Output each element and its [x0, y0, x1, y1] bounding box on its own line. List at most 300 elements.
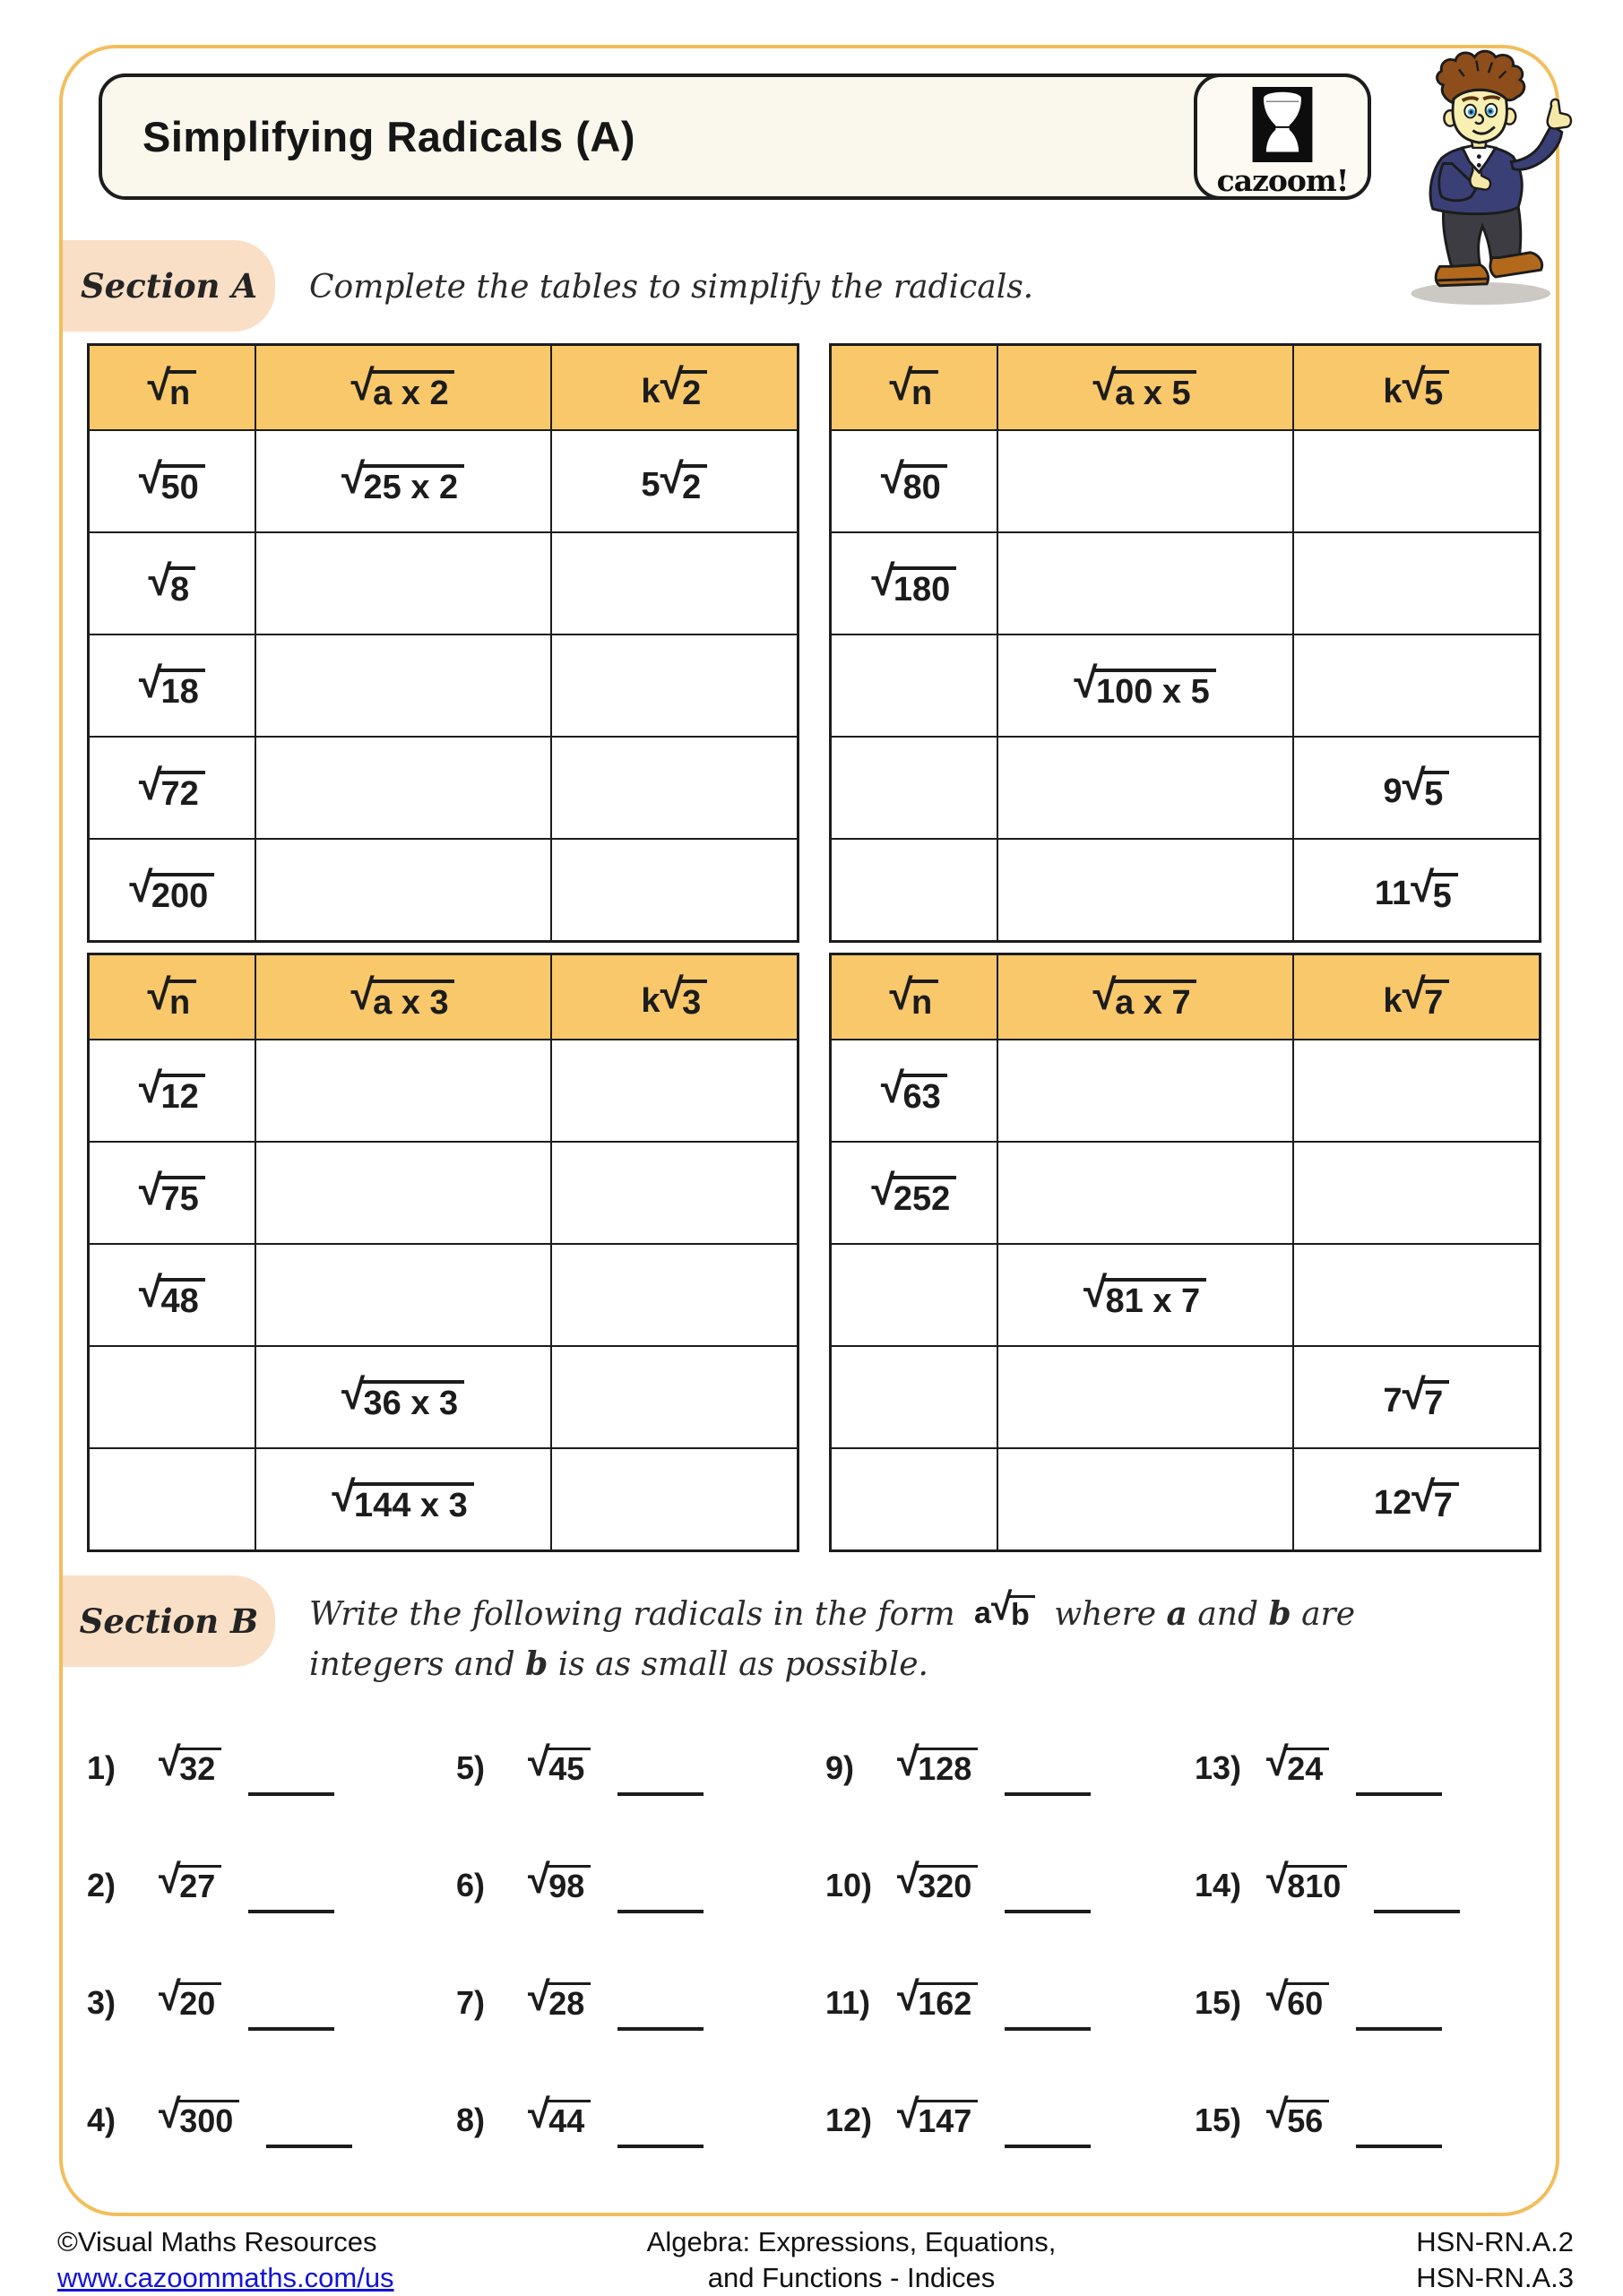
- radical-expression: [139, 662, 205, 709]
- problem-number: 8): [456, 2102, 486, 2138]
- radicand: 810: [1285, 1865, 1347, 1903]
- column-header: [997, 954, 1293, 1040]
- radical-expression: [148, 557, 195, 609]
- simplify-table: [87, 953, 799, 1552]
- empty-cell: [997, 1040, 1293, 1142]
- column-header: [1293, 345, 1541, 431]
- radical-expression: [159, 1855, 221, 1905]
- instruction-text: b: [1268, 1595, 1291, 1633]
- copyright-text: ©Visual Maths Resources: [57, 2226, 377, 2257]
- empty-cell: [997, 839, 1293, 942]
- empty-cell: [997, 1346, 1293, 1448]
- column-header: [255, 345, 551, 431]
- section-a-label-text: Section A: [80, 266, 258, 306]
- radical-expression: [1373, 1472, 1459, 1524]
- cazoom-website-link[interactable]: www.cazoommaths.com/us: [57, 2262, 394, 2293]
- radicals-table-root5: [829, 343, 1539, 943]
- section-a-instruction: Complete the tables to simplify the radicals.: [309, 269, 1034, 306]
- sqrt-sign-icon: √: [148, 557, 172, 605]
- radicand: 7: [1422, 980, 1449, 1020]
- table-cell: [255, 1346, 551, 1448]
- radicand: 5: [1422, 370, 1449, 410]
- empty-cell: [551, 737, 799, 839]
- table-cell: [89, 1142, 255, 1244]
- radicand: 20: [177, 1982, 221, 2020]
- radicand: 75: [159, 1176, 204, 1216]
- simplify-table: [87, 343, 799, 943]
- radical-expression: [350, 971, 455, 1023]
- radicand: 28: [547, 1982, 591, 2020]
- radicand: 144 x 3: [352, 1482, 474, 1523]
- problem-item: [456, 1854, 825, 1972]
- sqrt-sign-icon: √: [871, 557, 895, 605]
- radical-coefficient: 9: [1383, 773, 1403, 811]
- problem-item: [87, 1854, 456, 1972]
- sqrt-sign-icon: √: [1074, 660, 1098, 707]
- empty-cell: [997, 430, 1293, 532]
- problem-item: [1195, 1972, 1564, 2089]
- empty-cell: [831, 1448, 997, 1551]
- radicand: 81 x 7: [1103, 1278, 1206, 1318]
- sqrt-sign-icon: √: [897, 1972, 919, 2019]
- table-cell: [1293, 1346, 1541, 1448]
- radical-expression: [889, 971, 938, 1023]
- problem-item: [456, 1972, 825, 2089]
- section-b-instruction: [309, 1586, 1456, 1690]
- radicand: 18: [159, 669, 204, 709]
- sqrt-sign-icon: √: [138, 1065, 162, 1112]
- answer-blank: [248, 1854, 334, 1913]
- sqrt-sign-icon: √: [1402, 971, 1426, 1019]
- answer-blank: [617, 2089, 704, 2148]
- radical-expression: [641, 361, 707, 413]
- sqrt-sign-icon: √: [1083, 1269, 1108, 1316]
- radicand: a x 5: [1113, 370, 1197, 410]
- radical-expression: [889, 361, 938, 413]
- instruction-text: where: [1043, 1596, 1167, 1633]
- sqrt-sign-icon: √: [1266, 1738, 1289, 1784]
- answer-blank: [1005, 2089, 1091, 2148]
- empty-cell: [551, 532, 799, 634]
- radicand: 27: [177, 1865, 221, 1903]
- table-cell: [89, 737, 255, 839]
- radicand: n: [168, 980, 196, 1020]
- radical-expression: [1083, 1269, 1206, 1320]
- radical-expression: [528, 1738, 591, 1788]
- empty-cell: [1293, 430, 1541, 532]
- empty-cell: [997, 532, 1293, 634]
- radicals-table-root2: [87, 343, 797, 943]
- sqrt-sign-icon: √: [1092, 971, 1117, 1019]
- problem-item: [1195, 1737, 1564, 1854]
- radical-expression: [350, 361, 455, 413]
- empty-cell: [551, 1142, 799, 1244]
- column-header: [89, 954, 255, 1040]
- empty-cell: [551, 1040, 799, 1142]
- radicand: 56: [1285, 2100, 1329, 2137]
- radicand: n: [168, 370, 196, 410]
- empty-cell: [997, 1448, 1293, 1551]
- column-header: [997, 345, 1293, 431]
- radical-expression: [897, 2090, 978, 2140]
- instruction-text: are: [1291, 1596, 1356, 1633]
- table-cell: [255, 1448, 551, 1551]
- radical-expression: [1383, 1370, 1449, 1422]
- standard-code-2: HSN-RN.A.3: [1416, 2262, 1574, 2293]
- sqrt-sign-icon: √: [660, 971, 684, 1019]
- problem-number: 1): [87, 1749, 117, 1786]
- empty-cell: [1293, 1040, 1541, 1142]
- radical-coefficient: k: [641, 981, 660, 1020]
- radical-expression: [1266, 1972, 1329, 2023]
- radical-expression: [332, 1473, 473, 1524]
- radicals-table-root7: [829, 953, 1539, 1552]
- radicand: 7: [1431, 1482, 1458, 1523]
- empty-cell: [1293, 634, 1541, 737]
- table-cell: [1293, 737, 1541, 839]
- radical-expression: [159, 1972, 221, 2023]
- empty-cell: [255, 1244, 551, 1346]
- empty-cell: [831, 634, 997, 737]
- empty-cell: [831, 1244, 997, 1346]
- radical-expression: [1092, 361, 1197, 413]
- answer-blank: [248, 1737, 334, 1796]
- radicand: 2: [680, 370, 707, 410]
- radical-expression: [871, 1167, 956, 1218]
- problem-item: [87, 2089, 456, 2206]
- empty-cell: [997, 737, 1293, 839]
- answer-blank: [248, 1972, 334, 2031]
- problem-item: [1195, 2089, 1564, 2206]
- radical-expression: [138, 1269, 205, 1320]
- radicand: 32: [177, 1748, 221, 1785]
- radicand: a x 3: [371, 980, 455, 1020]
- problem-number: 15): [1195, 1984, 1242, 2021]
- sqrt-sign-icon: √: [528, 1855, 550, 1902]
- answer-blank: [1356, 2089, 1442, 2148]
- problem-item: [87, 1737, 456, 1854]
- radical-expression: [897, 1972, 978, 2023]
- section-b-label-text: Section B: [79, 1601, 259, 1641]
- empty-cell: [551, 1346, 799, 1448]
- radical-expression: [974, 1586, 1035, 1633]
- answer-blank: [1374, 1854, 1460, 1913]
- empty-cell: [551, 634, 799, 737]
- radicals-table-root3: [87, 953, 797, 1552]
- answer-blank: [266, 2089, 352, 2148]
- radicand: 36 x 3: [361, 1380, 464, 1420]
- answer-blank: [1005, 1854, 1091, 1913]
- column-header: [255, 954, 551, 1040]
- problem-number: 11): [825, 1984, 871, 2021]
- page-title: Simplifying Radicals (A): [142, 113, 635, 160]
- problem-number: 6): [456, 1867, 486, 1903]
- radicand: 200: [150, 873, 215, 913]
- table-cell: [1293, 839, 1541, 942]
- radicand: 252: [892, 1176, 957, 1216]
- empty-cell: [255, 634, 551, 737]
- table-cell: [89, 532, 255, 634]
- radicand: 300: [177, 2100, 239, 2137]
- sqrt-sign-icon: √: [871, 1167, 895, 1214]
- table-cell: [831, 1142, 997, 1244]
- problem-item: [825, 2089, 1195, 2206]
- problem-number: 2): [87, 1867, 117, 1903]
- sqrt-sign-icon: √: [990, 1586, 1013, 1629]
- empty-cell: [551, 1448, 799, 1551]
- radicand: 128: [916, 1748, 978, 1785]
- problem-number: 13): [1195, 1749, 1242, 1786]
- form-a-sqrt-b: [974, 1586, 1035, 1633]
- radical-coefficient: 12: [1373, 1484, 1412, 1523]
- problem-item: [1195, 1854, 1564, 1972]
- section-a-label: [63, 240, 275, 332]
- table-cell: [255, 430, 551, 532]
- category-line1: Algebra: Expressions, Equations,: [646, 2226, 1057, 2257]
- radicand: 180: [892, 566, 957, 607]
- radical-expression: [147, 971, 196, 1023]
- sqrt-sign-icon: √: [138, 1269, 162, 1316]
- sqrt-sign-icon: √: [159, 1972, 181, 2019]
- sqrt-sign-icon: √: [1092, 361, 1117, 410]
- answer-blank: [617, 1737, 704, 1796]
- table-cell: [831, 430, 997, 532]
- empty-cell: [1293, 1244, 1541, 1346]
- radical-expression: [138, 1167, 205, 1218]
- radical-expression: [881, 1067, 947, 1114]
- radicand: n: [910, 980, 938, 1020]
- radicand: a x 7: [1113, 980, 1197, 1020]
- footer-category: [647, 2224, 1057, 2296]
- radicand: 5: [1430, 873, 1457, 913]
- table-cell: [89, 634, 255, 737]
- radical-expression: [1374, 863, 1458, 915]
- column-header: [831, 954, 997, 1040]
- radical-coefficient: a: [974, 1596, 991, 1630]
- sqrt-sign-icon: √: [528, 2090, 550, 2136]
- column-header: [1293, 954, 1541, 1040]
- radical-expression: [1383, 761, 1449, 813]
- empty-cell: [255, 1142, 551, 1244]
- radical-expression: [159, 2090, 239, 2140]
- instruction-text: and: [1187, 1596, 1269, 1633]
- radical-expression: [341, 1371, 464, 1422]
- sqrt-sign-icon: √: [1266, 1972, 1289, 2019]
- radical-coefficient: k: [641, 372, 660, 410]
- simplify-table: [829, 953, 1541, 1552]
- sqrt-sign-icon: √: [138, 660, 162, 707]
- sqrt-sign-icon: √: [350, 971, 375, 1019]
- category-line2: and Functions - Indices: [707, 2262, 996, 2293]
- radicand: 5: [1422, 771, 1449, 811]
- sqrt-sign-icon: √: [528, 1738, 550, 1784]
- radicand: 3: [680, 980, 707, 1020]
- radicand: 44: [547, 2100, 591, 2137]
- sqrt-sign-icon: √: [660, 361, 684, 410]
- sqrt-sign-icon: √: [528, 1972, 550, 2019]
- radical-expression: [1383, 361, 1449, 413]
- empty-cell: [255, 532, 551, 634]
- mascot-boy-illustration: [1387, 48, 1592, 310]
- answer-blank: [1005, 1972, 1091, 2031]
- sqrt-sign-icon: √: [889, 971, 913, 1019]
- problem-number: 4): [87, 2102, 117, 2138]
- section-b-problems: [87, 1737, 1564, 2206]
- instruction-text: integers and: [309, 1645, 526, 1683]
- radical-expression: [528, 2090, 591, 2140]
- radical-expression: [1074, 662, 1215, 709]
- sqrt-sign-icon: √: [159, 1855, 181, 1902]
- radicand: 80: [901, 464, 946, 505]
- problem-number: 9): [825, 1749, 855, 1786]
- answer-blank: [1356, 1737, 1442, 1796]
- sqrt-sign-icon: √: [138, 1167, 162, 1214]
- sqrt-sign-icon: √: [350, 361, 375, 410]
- radicand: 162: [916, 1982, 978, 2020]
- radicand: 12: [159, 1074, 204, 1114]
- radical-expression: [1383, 971, 1449, 1023]
- radical-expression: [897, 1855, 978, 1905]
- simplify-table: [829, 343, 1541, 943]
- problem-item: [825, 1854, 1195, 1972]
- radicand: 60: [1285, 1982, 1329, 2020]
- radical-expression: [897, 1738, 978, 1788]
- answer-blank: [617, 1972, 704, 2031]
- problem-number: 7): [456, 1984, 486, 2021]
- problem-number: 3): [87, 1984, 117, 2021]
- radical-expression: [1266, 1855, 1347, 1905]
- sqrt-sign-icon: √: [129, 864, 153, 911]
- radicand: 72: [159, 771, 204, 811]
- title-bar: [99, 73, 1371, 200]
- radical-expression: [147, 361, 196, 413]
- sqrt-sign-icon: √: [897, 2090, 919, 2136]
- radical-expression: [139, 1067, 205, 1114]
- radicand: 50: [159, 464, 204, 505]
- sqrt-sign-icon: √: [660, 454, 684, 503]
- problem-number: 10): [825, 1867, 873, 1903]
- table-cell: [1293, 1448, 1541, 1551]
- instruction-text: a: [1166, 1595, 1187, 1633]
- empty-cell: [1293, 532, 1541, 634]
- sqrt-sign-icon: √: [1402, 761, 1426, 809]
- problem-number: 14): [1195, 1867, 1242, 1903]
- radical-expression: [641, 454, 707, 506]
- problem-item: [456, 1737, 825, 1854]
- empty-cell: [831, 839, 997, 942]
- table-cell: [997, 1244, 1293, 1346]
- sqrt-sign-icon: √: [341, 1371, 366, 1419]
- radicand: 24: [1285, 1748, 1329, 1785]
- radical-expression: [1266, 2090, 1329, 2140]
- sqrt-sign-icon: √: [880, 1065, 904, 1112]
- radical-expression: [871, 557, 956, 609]
- radical-expression: [528, 1972, 591, 2023]
- sqrt-sign-icon: √: [1402, 361, 1426, 410]
- instruction-text: is as small as possible.: [548, 1645, 928, 1683]
- empty-cell: [255, 737, 551, 839]
- radical-expression: [341, 455, 464, 506]
- column-header: [551, 954, 799, 1040]
- empty-cell: [255, 1040, 551, 1142]
- radical-coefficient: k: [1383, 981, 1403, 1020]
- footer: [57, 2224, 1574, 2294]
- radical-coefficient: 5: [641, 466, 660, 505]
- sqrt-sign-icon: √: [1402, 1370, 1426, 1419]
- problem-number: 5): [456, 1749, 486, 1786]
- sqrt-sign-icon: √: [147, 361, 171, 410]
- sqrt-sign-icon: √: [332, 1473, 356, 1521]
- radical-expression: [129, 864, 214, 915]
- radical-expression: [880, 455, 947, 506]
- cazoom-logo: [1194, 73, 1371, 200]
- empty-cell: [1293, 1142, 1541, 1244]
- sqrt-sign-icon: √: [159, 2090, 181, 2136]
- empty-cell: [551, 839, 799, 942]
- sqrt-sign-icon: √: [889, 361, 913, 410]
- problem-number: 15): [1195, 2102, 1242, 2138]
- sqrt-sign-icon: √: [138, 762, 162, 809]
- radical-expression: [1092, 971, 1197, 1023]
- sqrt-sign-icon: √: [1266, 1855, 1289, 1902]
- footer-standards: [1416, 2224, 1574, 2296]
- radicand: a x 2: [371, 370, 455, 410]
- sqrt-sign-icon: √: [1411, 1472, 1436, 1521]
- empty-cell: [831, 737, 997, 839]
- radical-coefficient: 11: [1374, 875, 1411, 913]
- section-b-label: [63, 1575, 275, 1667]
- footer-left: [57, 2224, 394, 2296]
- instruction-text: Write the following radicals in the form: [309, 1596, 966, 1633]
- radicand: 25 x 2: [361, 464, 464, 505]
- column-header: [551, 345, 799, 431]
- column-header: [831, 345, 997, 431]
- radicand: 63: [901, 1074, 946, 1114]
- table-cell: [551, 430, 799, 532]
- table-cell: [89, 430, 255, 532]
- problem-item: [456, 2089, 825, 2206]
- cazoom-logo-text: cazoom!: [1216, 163, 1349, 198]
- radicand: 98: [547, 1865, 591, 1903]
- table-cell: [831, 532, 997, 634]
- radical-expression: [641, 971, 707, 1023]
- radical-expression: [159, 1738, 221, 1788]
- sqrt-sign-icon: √: [897, 1738, 919, 1784]
- problem-item: [825, 1737, 1195, 1854]
- radicand: 45: [547, 1748, 591, 1785]
- radical-expression: [138, 455, 205, 506]
- radical-coefficient: 7: [1383, 1382, 1403, 1420]
- radicand: 2: [680, 464, 707, 505]
- radical-expression: [139, 764, 205, 811]
- radical-expression: [528, 1855, 591, 1905]
- sqrt-sign-icon: √: [138, 455, 162, 503]
- empty-cell: [831, 1346, 997, 1448]
- radicand: n: [910, 370, 938, 410]
- radical-coefficient: k: [1383, 372, 1403, 410]
- empty-cell: [89, 1448, 255, 1551]
- answer-blank: [1005, 1737, 1091, 1796]
- empty-cell: [89, 1346, 255, 1448]
- radicand: 147: [916, 2100, 978, 2137]
- table-cell: [997, 634, 1293, 737]
- radicand: 100 x 5: [1094, 669, 1216, 709]
- column-header: [89, 345, 255, 431]
- sqrt-sign-icon: √: [341, 455, 366, 503]
- empty-cell: [255, 839, 551, 942]
- table-cell: [89, 1040, 255, 1142]
- problem-item: [825, 1972, 1195, 2089]
